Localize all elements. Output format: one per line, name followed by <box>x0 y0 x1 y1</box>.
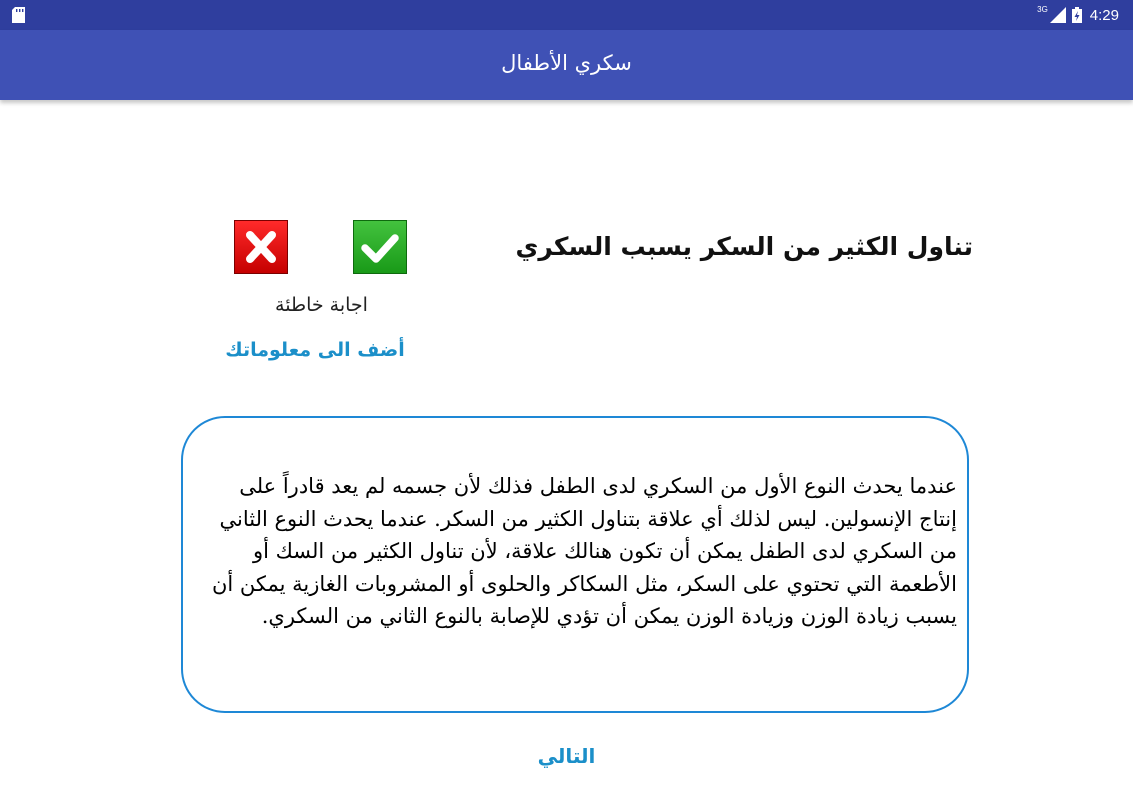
add-to-info-link[interactable]: أضف الى معلوماتك <box>225 339 405 361</box>
question-text: تناول الكثير من السكر يسبب السكري <box>515 232 973 261</box>
signal-icon <box>1050 7 1066 23</box>
result-text: اجابة خاطئة <box>275 294 368 316</box>
clock: 4:29 <box>1089 6 1119 24</box>
battery-charging-icon <box>1072 7 1082 23</box>
app-title: سكري الأطفال <box>501 51 632 75</box>
status-bar <box>0 0 1133 30</box>
info-box <box>181 416 969 713</box>
correct-answer-button[interactable] <box>353 220 407 274</box>
next-button[interactable]: التالي <box>537 744 596 768</box>
check-mark-icon <box>354 221 406 273</box>
info-text: عندما يحدث النوع الأول من السكري لدى الطفل فذلك لأن جسمه لم يعد قادراً على إنتاج الإنسولين. ليس لذلك أي علاقة بتناول الكثير من السكر. عندما يحدث النوع الثاني من السكري لدى الطفل يمكن أن تكون هنالك علاقة، لأن تناول الكثير من السك أو الأطعمة التي تحتوي على السكر، مثل السكاكر والحلوى أو المشروبات الغازية يمكن أن يسبب زيادة الوزن وزيادة الوزن يمكن أن تؤدي للإصابة بالنوع الثاني من السكري. <box>211 474 957 628</box>
x-mark-icon <box>235 221 287 273</box>
app-bar <box>0 30 1133 100</box>
network-type-label: 3G <box>1037 4 1048 14</box>
wrong-answer-button[interactable] <box>234 220 288 274</box>
sd-card-icon <box>12 7 25 23</box>
